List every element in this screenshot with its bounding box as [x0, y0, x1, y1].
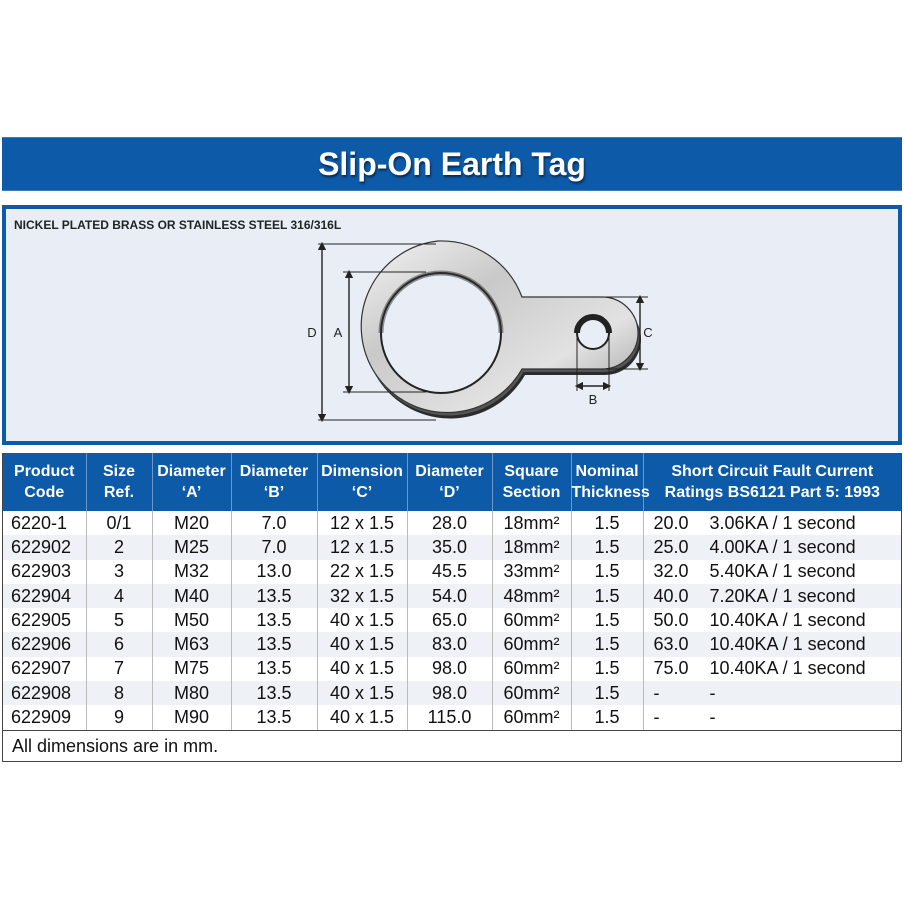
- column-header-line: Code: [24, 484, 65, 501]
- table-cell: 1.5: [571, 705, 643, 729]
- column-header: [317, 453, 407, 511]
- rating-duration: 7.20KA / 1 second: [709, 585, 856, 606]
- table-cell: 1.5: [571, 511, 643, 535]
- table-cell: 1.5: [571, 632, 643, 656]
- column-header: [643, 453, 901, 511]
- rating-cell: [643, 632, 901, 656]
- table-cell: M40: [152, 584, 231, 608]
- rating-duration: -: [709, 682, 716, 703]
- table-cell: 40 x 1.5: [317, 657, 407, 681]
- table-cell: 13.5: [231, 705, 317, 729]
- table-cell: 1.5: [571, 608, 643, 632]
- diagram-area: [6, 209, 898, 441]
- rating-duration: 3.06KA / 1 second: [709, 512, 856, 533]
- table-cell: 12 x 1.5: [317, 511, 407, 535]
- label-b: B: [588, 392, 598, 407]
- table-cell: 622904: [3, 584, 86, 608]
- label-a: A: [333, 325, 343, 340]
- table-row: [3, 535, 901, 559]
- table-cell: 622908: [3, 681, 86, 705]
- table-cell: 622907: [3, 657, 86, 681]
- table-cell: 2: [86, 535, 152, 559]
- table-row: [3, 560, 901, 584]
- table-cell: M80: [152, 681, 231, 705]
- table-cell: 35.0: [407, 535, 492, 559]
- rating-cell: [643, 560, 901, 584]
- table-cell: 60mm²: [492, 608, 571, 632]
- table-cell: M50: [152, 608, 231, 632]
- column-header: [86, 453, 152, 511]
- table-cell: 33mm²: [492, 560, 571, 584]
- rating-cell: [643, 511, 901, 535]
- column-header: [571, 453, 650, 511]
- column-header-line: Diameter: [239, 463, 309, 480]
- table-cell: 48mm²: [492, 584, 571, 608]
- rating-duration: 10.40KA / 1 second: [709, 634, 866, 655]
- table-cell: M63: [152, 632, 231, 656]
- table-cell: 7: [86, 657, 152, 681]
- rating-duration: 10.40KA / 1 second: [709, 658, 866, 679]
- page-title: Slip-On Earth Tag: [318, 145, 586, 182]
- rating-ka: 20.0: [653, 512, 689, 533]
- table-row: [3, 584, 901, 608]
- column-header-line: ‘D’: [439, 484, 460, 501]
- rating-cell: [643, 608, 901, 632]
- rating-ka: 75.0: [653, 658, 689, 679]
- spec-table: [3, 453, 901, 730]
- rating-cell: [643, 705, 901, 729]
- column-header-line: Square: [504, 463, 559, 480]
- table-cell: 13.5: [231, 657, 317, 681]
- table-cell: 60mm²: [492, 705, 571, 729]
- table-cell: 9: [86, 705, 152, 729]
- column-header-line: Product: [14, 463, 75, 480]
- column-header-line: ‘A’: [181, 484, 202, 501]
- table-cell: 6: [86, 632, 152, 656]
- rating-ka: -: [653, 707, 660, 728]
- table-cell: M32: [152, 560, 231, 584]
- table-cell: 0/1: [86, 511, 152, 535]
- table-row: [3, 705, 901, 729]
- rating-cell: [643, 584, 901, 608]
- table-cell: 7.0: [231, 511, 317, 535]
- table-cell: 40 x 1.5: [317, 632, 407, 656]
- diagram-panel: [2, 205, 902, 445]
- column-header-line: Diameter: [415, 463, 484, 480]
- table-cell: 60mm²: [492, 632, 571, 656]
- table-cell: 5: [86, 608, 152, 632]
- column-header-line: Ratings BS6121 Part 5: 1993: [664, 484, 880, 501]
- column-header-line: Diameter: [157, 463, 226, 480]
- table-cell: 40 x 1.5: [317, 705, 407, 729]
- table-cell: 65.0: [407, 608, 492, 632]
- table-cell: 8: [86, 681, 152, 705]
- table-cell: 1.5: [571, 657, 643, 681]
- table-cell: 622902: [3, 535, 86, 559]
- column-header-line: Nominal: [575, 463, 639, 480]
- table-cell: 32 x 1.5: [317, 584, 407, 608]
- table-body: [3, 511, 901, 730]
- rating-duration: 10.40KA / 1 second: [709, 609, 866, 630]
- table-cell: 1.5: [571, 560, 643, 584]
- table-cell: M75: [152, 657, 231, 681]
- table-cell: 3: [86, 560, 152, 584]
- table-cell: 28.0: [407, 511, 492, 535]
- table-cell: 1.5: [571, 584, 643, 608]
- table-cell: 54.0: [407, 584, 492, 608]
- table-header-row: [3, 453, 901, 511]
- table-row: [3, 608, 901, 632]
- table-row: [3, 632, 901, 656]
- column-header-line: ‘C’: [351, 484, 373, 501]
- table-cell: 40 x 1.5: [317, 608, 407, 632]
- title-bar: [2, 137, 902, 191]
- table-cell: 22 x 1.5: [317, 560, 407, 584]
- column-header-line: Size: [102, 463, 135, 480]
- table-cell: 18mm²: [492, 511, 571, 535]
- spec-table-wrapper: [2, 453, 902, 762]
- table-cell: 45.5: [407, 560, 492, 584]
- table-cell: 622905: [3, 608, 86, 632]
- table-cell: 98.0: [407, 681, 492, 705]
- table-cell: 1.5: [571, 535, 643, 559]
- column-header-line: Ref.: [103, 484, 135, 501]
- table-cell: M25: [152, 535, 231, 559]
- earth-tag-diagram: [6, 209, 898, 441]
- column-header-line: Dimension: [321, 463, 403, 480]
- rating-ka: -: [653, 682, 660, 703]
- rating-cell: [643, 657, 901, 681]
- table-cell: 60mm²: [492, 681, 571, 705]
- table-row: [3, 681, 901, 705]
- column-header: [407, 453, 492, 511]
- table-cell: 13.5: [231, 608, 317, 632]
- table-cell: 622903: [3, 560, 86, 584]
- column-header: [492, 453, 571, 511]
- label-c: C: [643, 325, 653, 340]
- column-header-line: Short Circuit Fault Current: [671, 463, 874, 480]
- column-header: [231, 453, 317, 511]
- column-header: [3, 453, 86, 511]
- table-cell: 98.0: [407, 657, 492, 681]
- rating-ka: 25.0: [653, 536, 689, 557]
- product-sheet: [2, 137, 902, 762]
- table-cell: 60mm²: [492, 657, 571, 681]
- rating-ka: 32.0: [653, 561, 689, 582]
- table-cell: 115.0: [407, 705, 492, 729]
- table-cell: 13.0: [231, 560, 317, 584]
- rating-ka: 50.0: [653, 609, 689, 630]
- table-row: [3, 657, 901, 681]
- rating-cell: [643, 681, 901, 705]
- table-cell: 13.5: [231, 681, 317, 705]
- rating-cell: [643, 535, 901, 559]
- column-header-line: Thickness: [571, 484, 650, 501]
- column-header: [152, 453, 231, 511]
- table-cell: 7.0: [231, 535, 317, 559]
- table-cell: 13.5: [231, 632, 317, 656]
- table-cell: 622909: [3, 705, 86, 729]
- table-cell: 6220-1: [3, 511, 86, 535]
- column-header-line: ‘B’: [263, 484, 285, 501]
- table-cell: 1.5: [571, 681, 643, 705]
- table-cell: M90: [152, 705, 231, 729]
- table-row: [3, 511, 901, 535]
- table-cell: 18mm²: [492, 535, 571, 559]
- label-d: D: [307, 325, 317, 340]
- material-note: NICKEL PLATED BRASS OR STAINLESS STEEL 316/316L: [14, 218, 342, 232]
- table-cell: M20: [152, 511, 231, 535]
- rating-ka: 40.0: [653, 585, 689, 606]
- rating-ka: 63.0: [653, 634, 689, 655]
- footnote: All dimensions are in mm.: [3, 730, 901, 761]
- rating-duration: 4.00KA / 1 second: [709, 536, 856, 557]
- column-header-line: Section: [502, 484, 561, 501]
- table-cell: 4: [86, 584, 152, 608]
- table-cell: 12 x 1.5: [317, 535, 407, 559]
- table-cell: 13.5: [231, 584, 317, 608]
- table-cell: 40 x 1.5: [317, 681, 407, 705]
- table-cell: 83.0: [407, 632, 492, 656]
- rating-duration: -: [709, 707, 716, 728]
- table-cell: 622906: [3, 632, 86, 656]
- rating-duration: 5.40KA / 1 second: [709, 561, 856, 582]
